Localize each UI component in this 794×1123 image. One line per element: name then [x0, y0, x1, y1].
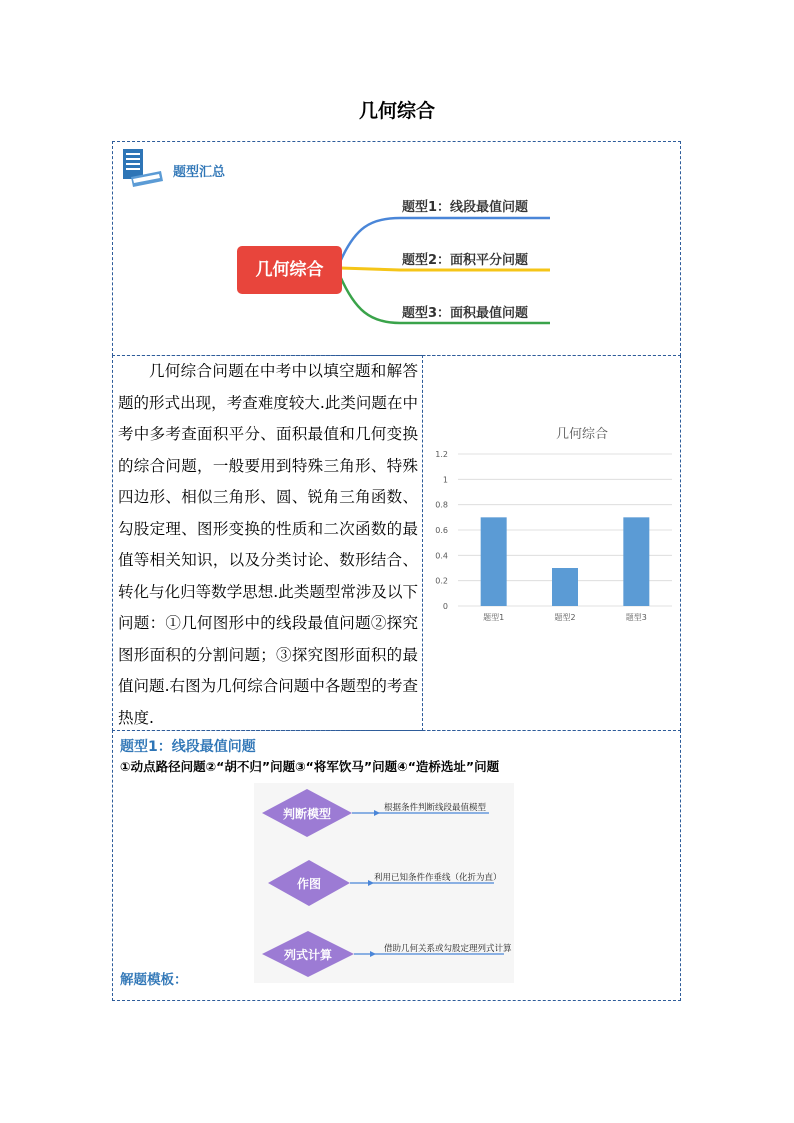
y-tick-label: 1: [442, 475, 448, 485]
books-icon: [121, 147, 165, 187]
solution-template-label: 解题模板：: [120, 972, 188, 988]
y-tick-label: 0.4: [435, 551, 448, 561]
bar-3: [623, 517, 649, 606]
summary-label: 题型汇总: [173, 165, 226, 180]
flow-text-2: 利用已知条件作垂线（化折为直）: [374, 873, 502, 883]
flow-node-3: 列式计算: [283, 948, 332, 962]
y-tick-label: 1.2: [435, 450, 448, 459]
type1-subtitle: ①动点路径问题②“胡不归”问题③“将军饮马”问题④“造桥选址”问题: [120, 759, 500, 774]
y-tick-label: 0.2: [435, 576, 448, 586]
x-tick-label: 题型1: [483, 613, 505, 622]
mindmap-center: 几何综合: [237, 246, 342, 294]
summary-header: [121, 147, 241, 187]
type1-title: 题型1：线段最值问题: [120, 739, 256, 755]
y-tick-label: 0.8: [435, 500, 448, 510]
description: [118, 356, 418, 734]
branch-line-2: [340, 268, 550, 270]
y-tick-label: 0: [442, 602, 448, 611]
flow-text-1: 根据条件判断线段最值模型: [384, 803, 487, 813]
flow-arrowhead-3: [370, 951, 376, 957]
branch-label-2: 题型2：面积平分问题: [402, 253, 529, 268]
flow-text-3: 借助几何关系或勾股定理列式计算: [384, 944, 512, 954]
flowchart: [254, 783, 514, 983]
bar-1: [481, 517, 507, 606]
flow-arrowhead-1: [374, 810, 380, 816]
y-tick-label: 0.6: [435, 526, 448, 535]
page-title: 几何综合: [358, 100, 435, 122]
branch-label-3: 题型3：面积最值问题: [402, 306, 529, 321]
description-text: 几何综合问题在中考中以填空题和解答题的形式出现，考查难度较大.此类问题在中考中多考查面积平分、面积最值和几何变换的综合问题，一般要用到特殊三角形、特殊四边形、相似三角形、圆、锐角三角函数、勾股定理、图形变换的性质和二次函数的最值等相关知识，以及分类讨论、数形结合、转化与化归等数学思想.此类题型常涉及以下问题：①几何图形中的线段最值问题②探究图形面积的分割问题；③探究图形面积的最值问题.右图为几何综合问题中各题型的考查热度.: [118, 362, 418, 727]
chart-title: 几何综合: [555, 427, 609, 442]
x-tick-label: 题型2: [554, 613, 576, 622]
flow-node-1: 判断模型: [282, 807, 331, 821]
mindmap: [230, 188, 560, 333]
bar-2: [552, 568, 578, 606]
branch-label-1: 题型1：线段最值问题: [402, 200, 529, 215]
flow-node-2: 作图: [296, 877, 321, 891]
bar-chart: [428, 410, 676, 630]
x-tick-label: 题型3: [625, 613, 647, 622]
